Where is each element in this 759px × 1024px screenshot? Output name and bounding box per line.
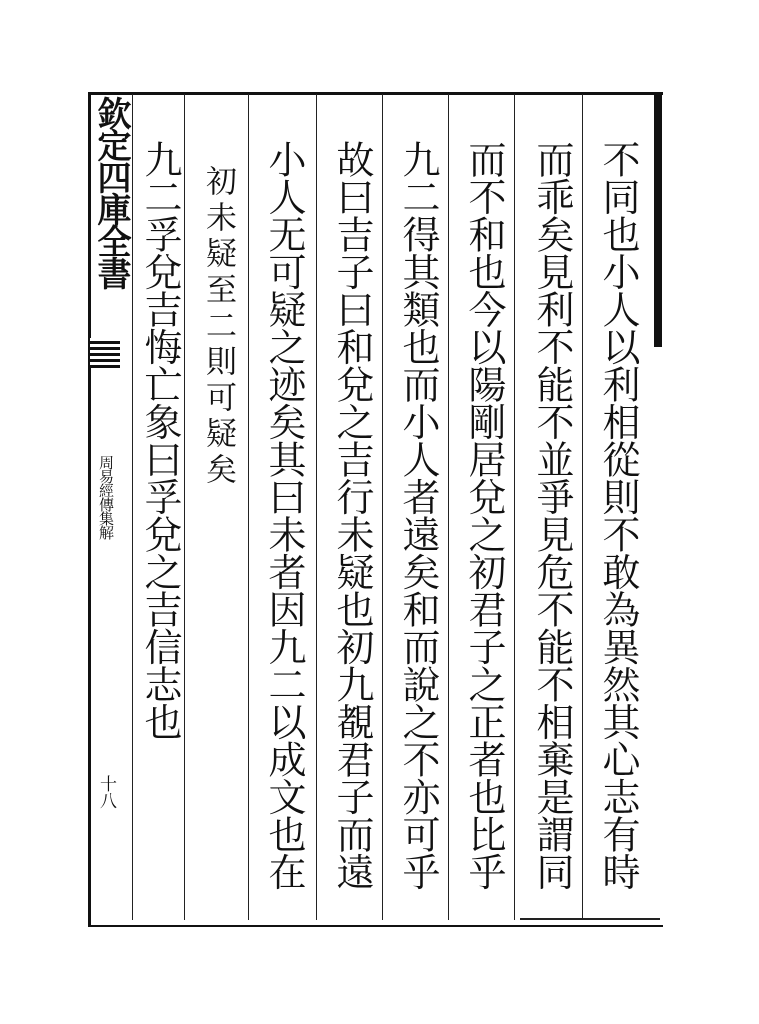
page-border-bottom	[520, 918, 660, 920]
page-number: 十八	[96, 775, 116, 809]
page-border-right	[654, 92, 662, 347]
text-column-8: 九二孚兌吉悔亡象曰孚兌之吉信志也	[138, 140, 182, 740]
text-column-3: 而不和也今以陽剛居兌之初君子之正者也比乎	[462, 140, 506, 890]
text-column-5: 故曰吉子曰和兌之吉行未疑也初九覩君子而遠	[330, 140, 374, 890]
text-column-2: 而乖矣見利不能不並爭見危不能不相棄是謂同	[530, 140, 574, 890]
book-subtitle: 周易經傳集解	[97, 455, 115, 539]
fish-tail-mark-icon	[90, 338, 120, 368]
column-rule	[514, 94, 515, 920]
column-rule	[448, 94, 449, 920]
column-rule	[382, 94, 383, 920]
text-column-1: 不同也小人以利相從則不敢為異然其心志有時	[596, 140, 640, 890]
column-rule	[248, 94, 249, 920]
column-rule	[582, 94, 583, 920]
book-title: 欽定四庫全書	[91, 96, 131, 288]
text-column-7: 初未疑至二則可疑矣	[200, 165, 236, 489]
column-rule	[132, 94, 133, 920]
text-column-6: 小人无可疑之迹矣其曰未者因九二以成文也在	[262, 140, 306, 890]
column-rule	[316, 94, 317, 920]
text-column-4: 九二得其類也而小人者遠矣和而說之不亦可乎	[396, 140, 440, 890]
